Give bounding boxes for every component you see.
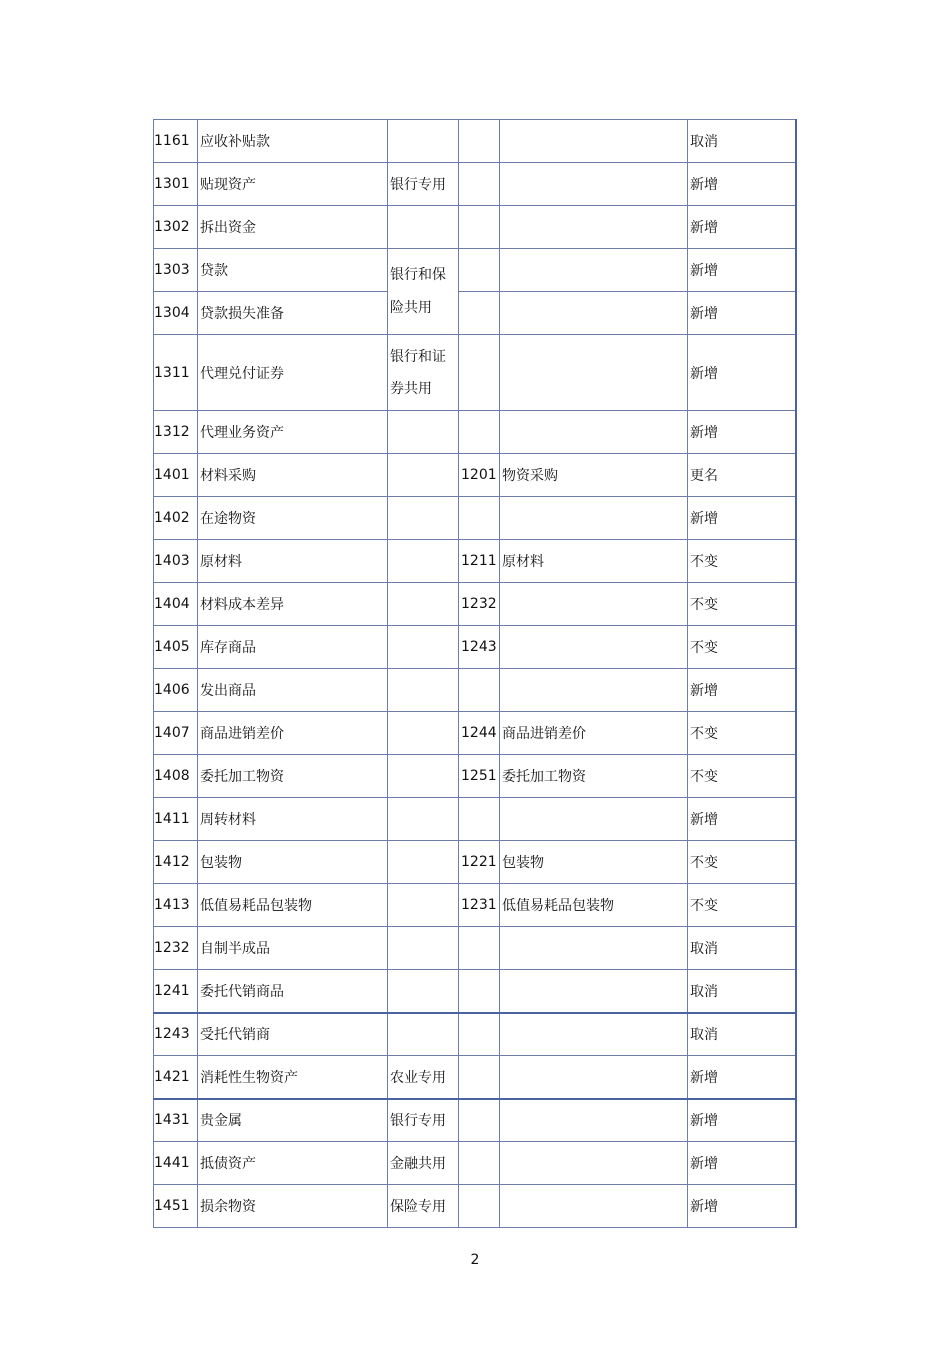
account-code: 1431 xyxy=(154,1099,198,1142)
change-status: 不变 xyxy=(688,583,796,626)
table-row xyxy=(154,970,796,1013)
applicable-scope xyxy=(388,626,459,669)
old-account-name xyxy=(500,335,688,411)
account-name: 消耗性生物资产 xyxy=(198,1056,388,1099)
old-account-code xyxy=(459,798,500,841)
old-account-name xyxy=(500,1142,688,1185)
applicable-scope xyxy=(388,841,459,884)
old-account-name xyxy=(500,206,688,249)
change-status: 新增 xyxy=(688,1056,796,1099)
page-number: 2 xyxy=(470,1252,480,1268)
account-code: 1441 xyxy=(154,1142,198,1185)
account-code: 1411 xyxy=(154,798,198,841)
account-code: 1408 xyxy=(154,755,198,798)
old-account-name xyxy=(500,1056,688,1099)
change-status: 新增 xyxy=(688,1099,796,1142)
account-code: 1301 xyxy=(154,163,198,206)
table-row xyxy=(154,292,796,335)
old-account-name xyxy=(500,669,688,712)
account-code: 1406 xyxy=(154,669,198,712)
change-status: 不变 xyxy=(688,841,796,884)
old-account-name: 物资采购 xyxy=(500,454,688,497)
table-row xyxy=(154,497,796,540)
old-account-code: 1251 xyxy=(459,755,500,798)
old-account-name xyxy=(500,798,688,841)
applicable-scope xyxy=(388,970,459,1013)
change-status: 新增 xyxy=(688,1185,796,1228)
applicable-scope xyxy=(388,798,459,841)
account-name: 自制半成品 xyxy=(198,927,388,970)
old-account-code xyxy=(459,970,500,1013)
applicable-scope xyxy=(388,755,459,798)
account-name: 低值易耗品包装物 xyxy=(198,884,388,927)
table-row xyxy=(154,841,796,884)
change-status: 新增 xyxy=(688,292,796,335)
account-code: 1404 xyxy=(154,583,198,626)
table-row xyxy=(154,1013,796,1056)
table-row xyxy=(154,1056,796,1099)
change-status: 新增 xyxy=(688,411,796,454)
old-account-name: 委托加工物资 xyxy=(500,755,688,798)
account-code: 1405 xyxy=(154,626,198,669)
account-code: 1303 xyxy=(154,249,198,292)
account-name: 受托代销商 xyxy=(198,1013,388,1056)
old-account-name xyxy=(500,411,688,454)
old-account-code xyxy=(459,497,500,540)
table-row xyxy=(154,626,796,669)
old-account-code xyxy=(459,927,500,970)
old-account-code xyxy=(459,1099,500,1142)
applicable-scope: 银行专用 xyxy=(388,1099,459,1142)
applicable-scope xyxy=(388,1013,459,1056)
account-name: 委托代销商品 xyxy=(198,970,388,1013)
table-row xyxy=(154,411,796,454)
applicable-scope xyxy=(388,497,459,540)
old-account-code: 1211 xyxy=(459,540,500,583)
applicable-scope xyxy=(388,884,459,927)
old-account-code xyxy=(459,335,500,411)
table-row xyxy=(154,798,796,841)
account-name: 库存商品 xyxy=(198,626,388,669)
old-account-code: 1243 xyxy=(459,626,500,669)
old-account-name: 商品进销差价 xyxy=(500,712,688,755)
change-status: 新增 xyxy=(688,249,796,292)
table-row xyxy=(154,454,796,497)
old-account-code: 1244 xyxy=(459,712,500,755)
change-status: 不变 xyxy=(688,712,796,755)
table-row xyxy=(154,163,796,206)
account-code: 1241 xyxy=(154,970,198,1013)
applicable-scope: 银行专用 xyxy=(388,163,459,206)
account-code-table xyxy=(153,119,797,1228)
old-account-code xyxy=(459,669,500,712)
account-name: 贴现资产 xyxy=(198,163,388,206)
table-row xyxy=(154,884,796,927)
old-account-code: 1231 xyxy=(459,884,500,927)
account-code: 1412 xyxy=(154,841,198,884)
account-name: 代理业务资产 xyxy=(198,411,388,454)
old-account-name: 低值易耗品包装物 xyxy=(500,884,688,927)
table-row xyxy=(154,1185,796,1228)
old-account-code xyxy=(459,411,500,454)
table-row xyxy=(154,1142,796,1185)
account-name: 包装物 xyxy=(198,841,388,884)
account-name: 代理兑付证券 xyxy=(198,335,388,411)
table-row xyxy=(154,755,796,798)
applicable-scope xyxy=(388,669,459,712)
change-status: 取消 xyxy=(688,1013,796,1056)
table-row xyxy=(154,712,796,755)
table-row xyxy=(154,120,796,163)
old-account-code xyxy=(459,249,500,292)
old-account-name: 包装物 xyxy=(500,841,688,884)
account-name: 抵债资产 xyxy=(198,1142,388,1185)
account-code: 1304 xyxy=(154,292,198,335)
applicable-scope xyxy=(388,206,459,249)
account-code: 1312 xyxy=(154,411,198,454)
old-account-code xyxy=(459,1185,500,1228)
account-code: 1161 xyxy=(154,120,198,163)
old-account-code xyxy=(459,1013,500,1056)
change-status: 不变 xyxy=(688,884,796,927)
old-account-name xyxy=(500,292,688,335)
applicable-scope xyxy=(388,712,459,755)
old-account-code xyxy=(459,1056,500,1099)
account-name: 原材料 xyxy=(198,540,388,583)
change-status: 更名 xyxy=(688,454,796,497)
applicable-scope xyxy=(388,927,459,970)
account-code: 1421 xyxy=(154,1056,198,1099)
account-name: 材料成本差异 xyxy=(198,583,388,626)
applicable-scope xyxy=(388,411,459,454)
applicable-scope: 农业专用 xyxy=(388,1056,459,1099)
applicable-scope xyxy=(388,120,459,163)
table-row xyxy=(154,583,796,626)
account-code: 1302 xyxy=(154,206,198,249)
old-account-name: 原材料 xyxy=(500,540,688,583)
old-account-code xyxy=(459,206,500,249)
applicable-scope xyxy=(388,454,459,497)
applicable-scope xyxy=(388,540,459,583)
account-name: 委托加工物资 xyxy=(198,755,388,798)
applicable-scope: 金融共用 xyxy=(388,1142,459,1185)
applicable-scope: 银行和保险共用 xyxy=(388,249,459,335)
applicable-scope: 银行和证券共用 xyxy=(388,335,459,411)
change-status: 新增 xyxy=(688,163,796,206)
old-account-name xyxy=(500,970,688,1013)
old-account-name xyxy=(500,1185,688,1228)
account-name: 在途物资 xyxy=(198,497,388,540)
change-status: 新增 xyxy=(688,335,796,411)
change-status: 不变 xyxy=(688,626,796,669)
change-status: 不变 xyxy=(688,755,796,798)
change-status: 新增 xyxy=(688,1142,796,1185)
old-account-name xyxy=(500,583,688,626)
account-code: 1311 xyxy=(154,335,198,411)
old-account-name xyxy=(500,1013,688,1056)
account-name: 拆出资金 xyxy=(198,206,388,249)
old-account-code: 1232 xyxy=(459,583,500,626)
change-status: 新增 xyxy=(688,206,796,249)
account-name: 周转材料 xyxy=(198,798,388,841)
account-name: 应收补贴款 xyxy=(198,120,388,163)
old-account-name xyxy=(500,927,688,970)
table-row xyxy=(154,1099,796,1142)
account-name: 损余物资 xyxy=(198,1185,388,1228)
account-code: 1243 xyxy=(154,1013,198,1056)
old-account-code xyxy=(459,1142,500,1185)
table-row xyxy=(154,206,796,249)
account-code: 1413 xyxy=(154,884,198,927)
table-row xyxy=(154,249,796,292)
account-code: 1401 xyxy=(154,454,198,497)
account-name: 发出商品 xyxy=(198,669,388,712)
old-account-name xyxy=(500,626,688,669)
table-row xyxy=(154,335,796,411)
account-name: 商品进销差价 xyxy=(198,712,388,755)
change-status: 取消 xyxy=(688,927,796,970)
old-account-code xyxy=(459,292,500,335)
old-account-name xyxy=(500,497,688,540)
change-status: 新增 xyxy=(688,798,796,841)
old-account-name xyxy=(500,163,688,206)
old-account-code: 1221 xyxy=(459,841,500,884)
old-account-code xyxy=(459,120,500,163)
account-code: 1407 xyxy=(154,712,198,755)
old-account-name xyxy=(500,249,688,292)
account-name: 贵金属 xyxy=(198,1099,388,1142)
old-account-code: 1201 xyxy=(459,454,500,497)
change-status: 新增 xyxy=(688,497,796,540)
old-account-name xyxy=(500,120,688,163)
account-code: 1232 xyxy=(154,927,198,970)
table-row xyxy=(154,927,796,970)
table-row xyxy=(154,540,796,583)
account-name: 贷款损失准备 xyxy=(198,292,388,335)
old-account-code xyxy=(459,163,500,206)
change-status: 取消 xyxy=(688,970,796,1013)
old-account-name xyxy=(500,1099,688,1142)
account-name: 贷款 xyxy=(198,249,388,292)
account-code: 1402 xyxy=(154,497,198,540)
change-status: 不变 xyxy=(688,540,796,583)
applicable-scope: 保险专用 xyxy=(388,1185,459,1228)
change-status: 新增 xyxy=(688,669,796,712)
change-status: 取消 xyxy=(688,120,796,163)
account-code: 1403 xyxy=(154,540,198,583)
account-name: 材料采购 xyxy=(198,454,388,497)
applicable-scope xyxy=(388,583,459,626)
table-row xyxy=(154,669,796,712)
account-code: 1451 xyxy=(154,1185,198,1228)
